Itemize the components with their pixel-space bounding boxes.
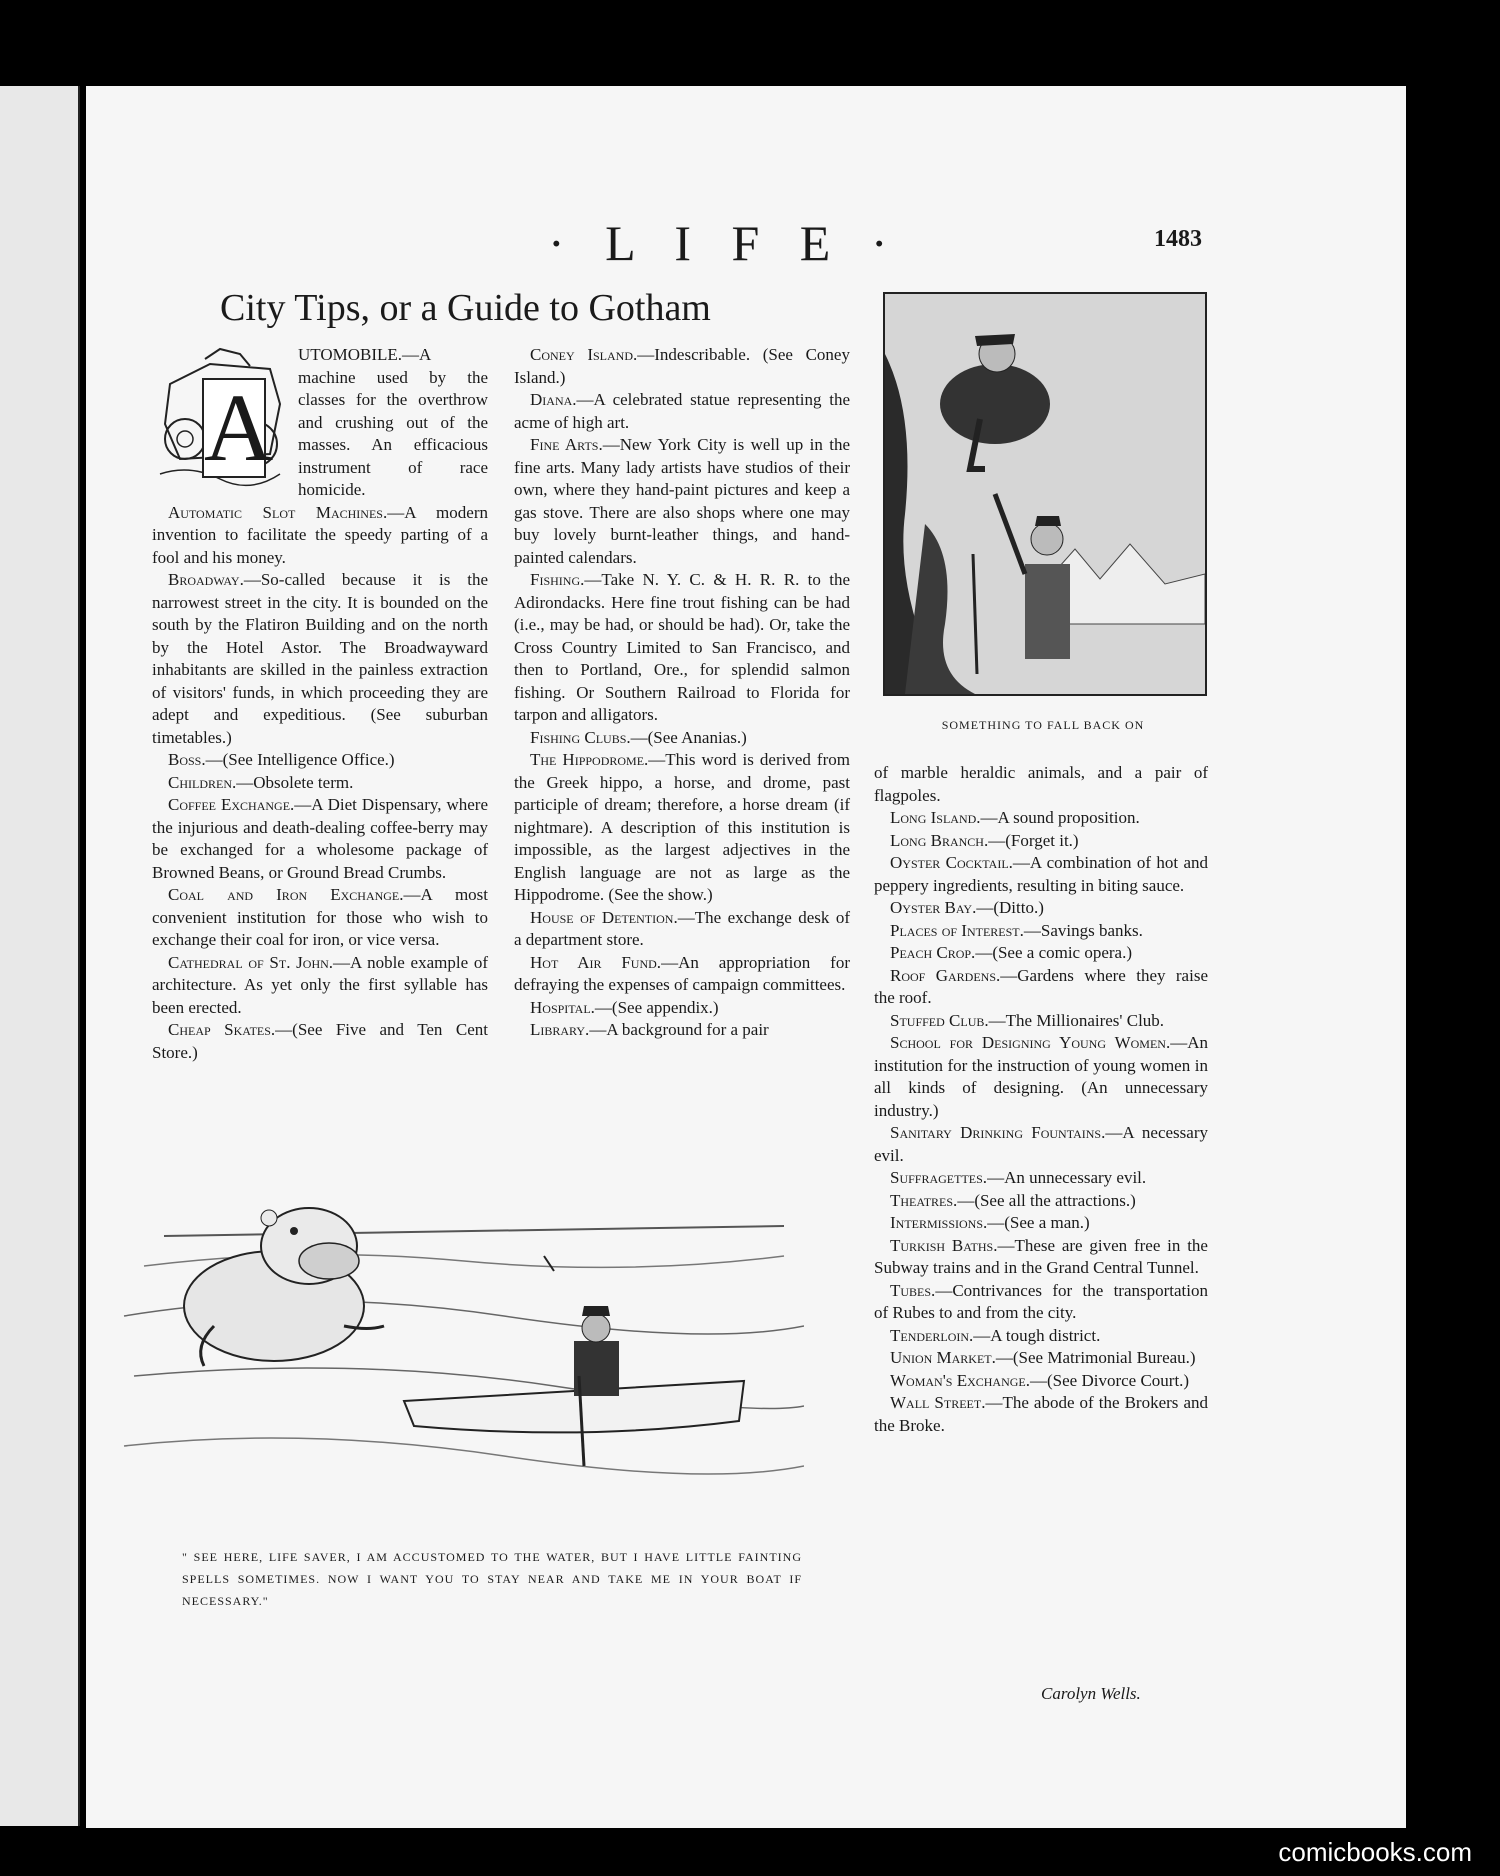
entry-definition: —The Millionaires' Club. — [988, 1010, 1165, 1030]
entry-definition: —New York City is well up in the fine arts. Many lady artists have studios of their own, where they hand-paint pictures and keep a gas stove. There are also shops where one may buy lovely burnt-leather things, and hand-painted calendars. — [514, 435, 851, 567]
magazine-page — [86, 86, 1406, 1828]
entry-term: Roof Gardens. — [890, 965, 1001, 985]
dictionary-entry — [874, 1032, 1208, 1122]
dictionary-entry — [874, 1347, 1208, 1370]
dictionary-entry — [152, 952, 488, 1020]
illustration-hippo-boat — [104, 1176, 804, 1596]
entry-definition: —An institution for the instruction of young women in all kinds of designing. (An unnecessary industry.) — [874, 1033, 1208, 1120]
entry-term: Diana. — [530, 390, 577, 409]
caption-right-illustration: SOMETHING TO FALL BACK ON — [941, 718, 1145, 732]
entry-term: Peach Crop. — [890, 943, 976, 962]
entry-term: Intermissions. — [890, 1213, 988, 1232]
dictionary-entry — [514, 434, 850, 569]
entry-term: Long Branch. — [890, 830, 989, 850]
illustration-falling-man — [883, 292, 1207, 696]
column-2-entries — [514, 344, 850, 1042]
entry-definition: —A most convenient institution for those who wish to exchange their coal for iron, or vice versa. — [152, 885, 489, 949]
entry-term: Sanitary Drinking Fountains. — [890, 1123, 1106, 1142]
entry-definition: —A necessary evil. — [874, 1123, 1208, 1165]
dictionary-entry — [874, 1370, 1208, 1393]
dropcap-illustration — [150, 344, 290, 494]
dictionary-entry — [874, 762, 1208, 807]
entry-term: Theatres. — [890, 1190, 958, 1210]
entry-term: Suffragettes. — [890, 1168, 988, 1187]
entry-definition: —The exchange desk of a department store. — [514, 907, 850, 949]
dictionary-entry — [874, 1280, 1208, 1325]
entry-term: Hot Air Fund. — [530, 952, 662, 972]
column-1 — [152, 344, 488, 1064]
entry-term: School for Designing Young Women. — [890, 1033, 1171, 1052]
entry-definition: —Contrivances for the transportation of Rubes to and from the city. — [874, 1280, 1208, 1322]
column-2 — [514, 344, 850, 1042]
entry-term: Turkish Baths. — [890, 1235, 998, 1255]
entry-definition: —Gardens where they raise the roof. — [874, 965, 1208, 1007]
dictionary-entry — [514, 569, 850, 727]
falling-man-drawing — [885, 294, 1205, 694]
column-3-entries — [874, 762, 1208, 1437]
entry-definition: —(See a comic opera.) — [975, 943, 1133, 962]
entry-term: Places of Interest. — [890, 920, 1024, 940]
entry-definition: —A sound proposition. — [980, 808, 1140, 827]
dictionary-entry — [152, 569, 488, 749]
dictionary-entry — [874, 1190, 1208, 1213]
entry-term: Broadway. — [168, 570, 244, 589]
entry-definition: UTOMOBILE.—A machine used by the classes for the overthrow and crushing out of the masses. An efficacious instrument of race homicide. — [298, 345, 488, 499]
dictionary-entry — [874, 1325, 1208, 1348]
page-number: 1483 — [1154, 226, 1202, 252]
dictionary-entry — [874, 852, 1208, 897]
hippo-rowboat-drawing — [104, 1176, 804, 1536]
entry-term: Automatic Slot Machines. — [168, 502, 388, 522]
dictionary-entry — [514, 727, 850, 750]
entry-definition: —(See Ananias.) — [630, 727, 747, 747]
dictionary-entry — [514, 749, 850, 907]
entry-definition: —(See Five and Ten Cent Store.) — [152, 1020, 488, 1062]
entry-definition: —(Ditto.) — [976, 898, 1044, 917]
entry-term: Union Market. — [890, 1348, 996, 1367]
dictionary-entry — [874, 1392, 1208, 1437]
entry-definition: —A tough district. — [973, 1325, 1101, 1345]
entry-definition: —An appropriation for defraying the expenses of campaign committees. — [514, 952, 850, 994]
entry-term: Long Island. — [890, 808, 981, 827]
masthead: · L I F E · — [548, 215, 902, 271]
dictionary-entry — [874, 830, 1208, 853]
entry-definition: —Take N. Y. C. & H. R. R. to the Adirondacks. Here fine trout fishing can be had (i.e., may be had, or should be had). Or, take the Cross Country Limited to San Francisco, and then to Portland, Ore., for splendid salmon fishing. Or Southern Railroad to Florida for tarpon and alligators. — [514, 570, 850, 724]
dictionary-entry — [874, 1235, 1208, 1280]
entry-definition: —A modern invention to facilitate the speedy parting of a fool and his money. — [152, 502, 488, 567]
entry-term: Boss. — [168, 750, 206, 769]
entry-term: Cathedral of St. John. — [168, 952, 334, 972]
entry-term: Fishing Clubs. — [530, 727, 631, 747]
dictionary-entry — [874, 1010, 1208, 1033]
dictionary-entry — [514, 344, 850, 389]
entry-definition: —This word is derived from the Greek hippo, a horse, and drome, past participle of dream; therefore, a horse dream (if nightmare). A description of this institution is impossible, as the largest adjectives in the English language are not as large as the Hippodrome. (See the show.) — [514, 750, 850, 904]
entry-definition: —(Forget it.) — [988, 830, 1079, 850]
entry-definition: —(See all the attractions.) — [957, 1190, 1136, 1210]
entry-definition: —(See appendix.) — [594, 997, 719, 1017]
entry-term: Coal and Iron Exchange. — [168, 885, 404, 904]
entry-definition: —So-called because it is the narrowest street in the city. It is bounded on the south by the Flatiron Building and on the north by the Hotel Astor. The Broadwayward inhabitants are skilled in the painless extraction of visitors' funds, in which proceeding they are adept and expeditious. (See suburban timetables.) — [152, 570, 488, 747]
entry-term: Wall Street. — [890, 1393, 986, 1412]
dictionary-entry — [514, 997, 850, 1020]
entry-term: Fine Arts. — [530, 435, 603, 454]
page-header — [86, 214, 1406, 274]
caption-bottom-illustration: " SEE HERE, LIFE SAVER, I AM ACCUSTOMED TO THE WATER, BUT I HAVE LITTLE FAINTING SPELLS SOMETIMES. NOW I WANT YOU TO STAY NEAR AND TAKE ME IN YOUR BOAT IF NECESSARY." — [182, 1550, 802, 1608]
dictionary-entry — [514, 952, 850, 997]
entry-term: Fishing. — [530, 570, 585, 589]
entry-term: Coffee Exchange. — [168, 795, 295, 814]
entry-term: Children. — [168, 772, 237, 792]
entry-definition: —A Diet Dispensary, where the injurious and death-dealing coffee-berry may be exchanged for a wholesome package of Browned Beans, or Ground Bread Crumbs. — [152, 795, 489, 882]
entry-term: Cheap Skates. — [168, 1020, 276, 1039]
dictionary-entry — [874, 942, 1208, 965]
dictionary-entry — [874, 965, 1208, 1010]
entry-term: Tubes. — [890, 1280, 936, 1300]
dictionary-entry — [874, 1212, 1208, 1235]
dictionary-entry — [152, 1019, 488, 1064]
dictionary-entry — [152, 749, 488, 772]
dictionary-entry — [874, 1167, 1208, 1190]
column-3 — [874, 762, 1208, 1437]
dictionary-entry — [514, 1019, 850, 1042]
entry-definition: —Indescribable. (See Coney Island.) — [514, 345, 850, 387]
entry-definition: —(See Divorce Court.) — [1030, 1370, 1190, 1390]
entry-term: The Hippodrome. — [530, 750, 649, 769]
entry-definition: —A celebrated statue representing the acme of high art. — [514, 390, 850, 432]
entry-term: Oyster Cocktail. — [890, 853, 1013, 872]
watermark: comicbooks.com — [1278, 1837, 1472, 1867]
entry-definition: —A combination of hot and peppery ingredients, resulting in biting sauce. — [874, 853, 1208, 895]
dictionary-entry — [152, 794, 488, 884]
entry-term: House of Detention. — [530, 907, 678, 927]
author-signature: Carolyn Wells. — [1041, 1684, 1141, 1703]
entry-definition: —Obsolete term. — [236, 772, 354, 792]
entry-definition: —Savings banks. — [1023, 920, 1143, 940]
dropcap-letter: A — [204, 374, 274, 481]
dictionary-entry — [874, 920, 1208, 943]
dictionary-entry — [152, 884, 488, 952]
entry-term: Coney Island. — [530, 345, 638, 364]
dictionary-entry — [152, 502, 488, 570]
entry-definition: —(See Intelligence Office.) — [205, 750, 395, 769]
entry-term: Woman's Exchange. — [890, 1370, 1030, 1390]
dictionary-entry — [514, 389, 850, 434]
dictionary-entry — [874, 1122, 1208, 1167]
left-page-edge — [0, 86, 80, 1826]
dictionary-entry — [152, 772, 488, 795]
entry-definition: —(See Matrimonial Bureau.) — [995, 1348, 1196, 1367]
entry-definition: —These are given free in the Subway trains and in the Grand Central Tunnel. — [874, 1235, 1208, 1277]
entry-term: Oyster Bay. — [890, 898, 977, 917]
dictionary-entry — [874, 897, 1208, 920]
entry-definition: —(See a man.) — [987, 1213, 1090, 1232]
entry-definition: —An unnecessary evil. — [987, 1168, 1147, 1187]
entry-term: Tenderloin. — [890, 1325, 974, 1345]
entry-definition: of marble heraldic animals, and a pair of flagpoles. — [874, 763, 1208, 805]
entry-term: Stuffed Club. — [890, 1010, 989, 1030]
dictionary-entry — [874, 807, 1208, 830]
entry-definition: —A background for a pair — [589, 1020, 769, 1039]
entry-term: Library. — [530, 1020, 590, 1039]
article-title: City Tips, or a Guide to Gotham — [220, 287, 711, 329]
entry-term: Hospital. — [530, 997, 595, 1017]
entry-definition: —The abode of the Brokers and the Broke. — [874, 1393, 1208, 1435]
entry-definition: —A noble example of architecture. As yet only the first syllable has been erected. — [152, 952, 488, 1017]
dictionary-entry — [514, 907, 850, 952]
